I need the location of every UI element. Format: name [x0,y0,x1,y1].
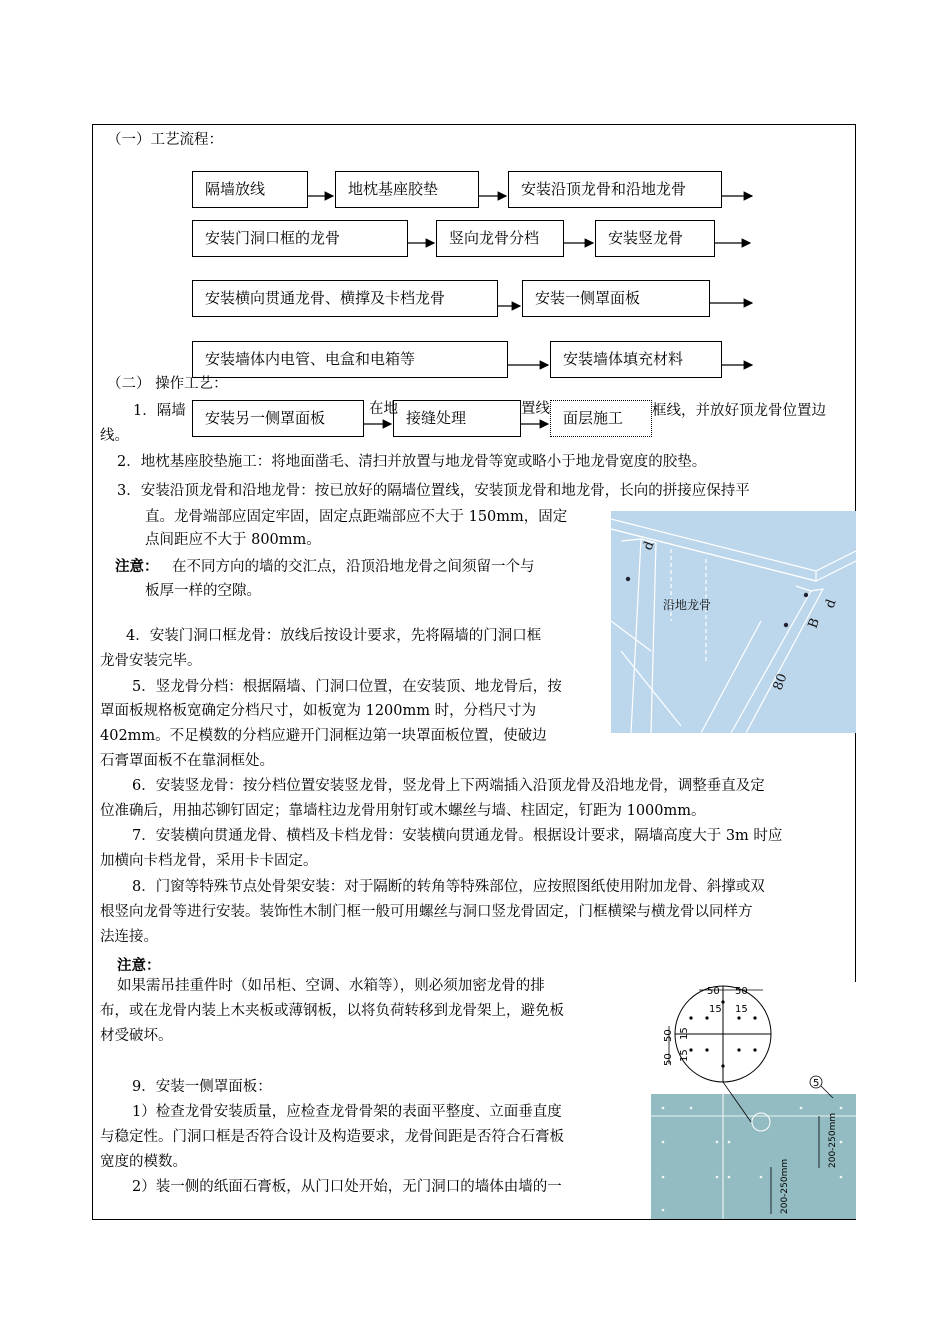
flow-box-wall-layout: 隔墙放线 [192,171,308,208]
flow-box-fill-material: 安装墙体填充材料 [550,341,722,378]
p8-line-3: 法连接。 [100,929,158,945]
panel-screw [728,1141,731,1144]
p9-sub1-line-3: 宽度的模数。 [100,1154,187,1170]
panel-screw [662,1107,665,1110]
note-1-label: 注意： [115,558,159,575]
p8-line-2: 根竖向龙骨等进行安装。装饰性木制门框一般可用螺丝与洞口竖龙骨固定，门框横梁与横龙骨以同样方 [100,904,753,920]
top-small-dim-1: 15 [709,1004,722,1015]
section-1-heading: （一）工艺流程： [107,132,223,148]
flow-box-door-frame-keel: 安装门洞口框的龙骨 [192,220,408,257]
panel-screw [662,1209,665,1212]
p9-sub1-line-1: 1）检查龙骨安装质量，应检查龙骨骨架的表面平整度、立面垂直度 [132,1104,562,1120]
note-2-line-3: 材受破坏。 [100,1028,173,1044]
flow-box-other-side-panel: 安装另一侧罩面板 [192,400,364,437]
rivet-2 [784,623,788,627]
screw-dot [705,1048,708,1051]
section-2-heading: （二） 操作工艺： [107,376,228,392]
flow-box-conduits: 安装墙体内电管、电盒和电箱等 [192,341,508,378]
top-dim-1: 50 [707,986,720,997]
rivet-3 [804,593,808,597]
p6-line-2: 位准确后，用抽芯铆钉固定；靠墙柱边龙骨用射钉或木螺丝与墙、柱固定，钉距为 1000mm。 [100,803,706,819]
p5-line-1: 5．竖龙骨分档：根据隔墙、门洞口位置，在安装顶、地龙骨后，按 [132,679,562,695]
screw-dot [737,1048,740,1051]
callout-number: 5 [813,1078,820,1089]
p9-sub2-line-1: 2）装一侧的纸面石膏板，从门口处开始，无门洞口的墙体由墙的一 [132,1179,562,1195]
left-small-dim-1: 15 [679,1027,690,1040]
panel-screw [728,1176,731,1179]
flow-box-base-gasket: 地枕基座胶垫 [335,171,479,208]
flow-box-vertical-keel: 安装竖龙骨 [595,220,715,257]
panel-screw [840,1107,843,1110]
p9-sub1-line-2: 与稳定性。门洞口框是否符合设计及构造要求，龙骨间距是否符合石膏板 [100,1129,564,1145]
top-small-dim-2: 15 [735,1004,748,1015]
p7-line-1: 7．安装横向贯通龙骨、横档及卡档龙骨：安装横向贯通龙骨。根据设计要求，隔墙高度大于 3m 时应 [132,828,783,844]
p7-line-2: 加横向卡档龙骨，采用卡卡固定。 [100,853,318,869]
left-dim-2: 50 [663,1053,674,1066]
figure-keel-isometric [611,511,856,733]
v-dim-label-2: 200-250mm [828,1112,838,1168]
screw-dot [753,1048,756,1051]
note-2-line-2: 布，或在龙骨内装上木夹板或薄钢板，以将负荷转移到龙骨架上，避免板 [100,1003,564,1019]
left-small-dim-2: 15 [679,1049,690,1062]
p5-line-4: 石膏罩面板不在靠洞框处。 [100,753,274,769]
flow-box-joint-treatment: 接缝处理 [393,400,521,437]
panel-screw [662,1176,665,1179]
v-dim-label-1: 200-250mm [780,1158,790,1214]
panel-screw [800,1107,803,1110]
top-dim-2: 50 [735,986,748,997]
note-1-line-2: 板厚一样的空隙。 [145,583,261,599]
p1-text-c: 置线 [521,401,550,417]
figure-1-dim-d-1: d [640,539,658,553]
panel-screw [716,1141,719,1144]
p2-text: 2．地枕基座胶垫施工：将地面凿毛、清扫并放置与地龙骨等宽或略小于地龙骨宽度的胶垫。 [117,454,707,470]
p6-line-1: 6．安装竖龙骨：按分档位置安装竖龙骨，竖龙骨上下两端插入沿顶龙骨及沿地龙骨，调整垂直及定 [132,778,765,794]
note-2-label: 注意： [117,957,161,974]
screw-dot [737,1016,740,1019]
p3-line-1: 3．安装沿顶龙骨和沿地龙骨：按已放好的隔墙位置线，安装顶龙骨和地龙骨，长向的拼接应保持平 [117,483,750,499]
gypsum-panel [651,1094,856,1219]
rivet-1 [626,577,630,581]
left-dim-1: 50 [663,1029,674,1042]
p5-line-2: 罩面板规格板宽确定分档尺寸，如板宽为 1200mm 时，分档尺寸为 [100,703,537,719]
panel-screw [690,1107,693,1110]
p9-title: 9．安装一侧罩面板： [132,1079,272,1095]
screw-dot [721,1064,724,1067]
p1-text-d: 框线，并放好顶龙骨位置边 [652,403,826,419]
p8-line-1: 8．门窗等特殊节点处骨架安装：对于隔断的转角等特殊部位，应按照图纸使用附加龙骨、斜撑或双 [132,879,765,895]
p1-text-a: 1．隔墙 [133,403,186,419]
figure-1-dim-80: 80 [770,671,791,693]
flow-box-one-side-panel: 安装一侧罩面板 [522,280,710,317]
p4-line-2: 龙骨安装完毕。 [100,653,202,669]
flow-box-surface-finish: 面层施工 [550,400,652,437]
p3-line-2: 直。龙骨端部应固定牢固，固定点距端部应不大于 150mm，固定 [145,509,568,525]
flow-box-top-bottom-keel: 安装沿顶龙骨和沿地龙骨 [508,171,722,208]
screw-dot [689,1016,692,1019]
figure-1-dim-d-2: d [822,597,840,611]
note-2-line-1: 如果需吊挂重件时（如吊柜、空调、水箱等），则必须加密龙骨的排 [117,978,545,994]
p3-line-3: 点间距应不大于 800mm。 [145,532,321,548]
figure-1-label: 沿地龙骨 [663,598,712,612]
screw-dot [753,1016,756,1019]
flow-box-horizontal-keel: 安装横向贯通龙骨、横撑及卡档龙骨 [192,280,498,317]
p5-line-3: 402mm。不足模数的分档应避开门洞框边第一块罩面板位置，使破边 [100,728,547,744]
p1-text-b: 在地 [369,401,398,417]
panel-screw [662,1141,665,1144]
note-1-line-1: 在不同方向的墙的交汇点，沿顶沿地龙骨之间须留一个与 [172,559,535,575]
p1-text-e: 线。 [100,428,129,444]
figure-screw-detail [651,982,856,1219]
panel-screw [840,1176,843,1179]
p4-line-1: 4．安装门洞口框龙骨：放线后按设计要求，先将隔墙的门洞口框 [126,628,542,644]
screw-dot [721,1000,724,1003]
flow-box-vertical-spacing: 竖向龙骨分档 [436,220,564,257]
screw-dot [705,1016,708,1019]
figure-1-dim-b: B [805,616,824,631]
panel-screw [760,1176,763,1179]
panel-screw [716,1176,719,1179]
panel-screw [840,1141,843,1144]
